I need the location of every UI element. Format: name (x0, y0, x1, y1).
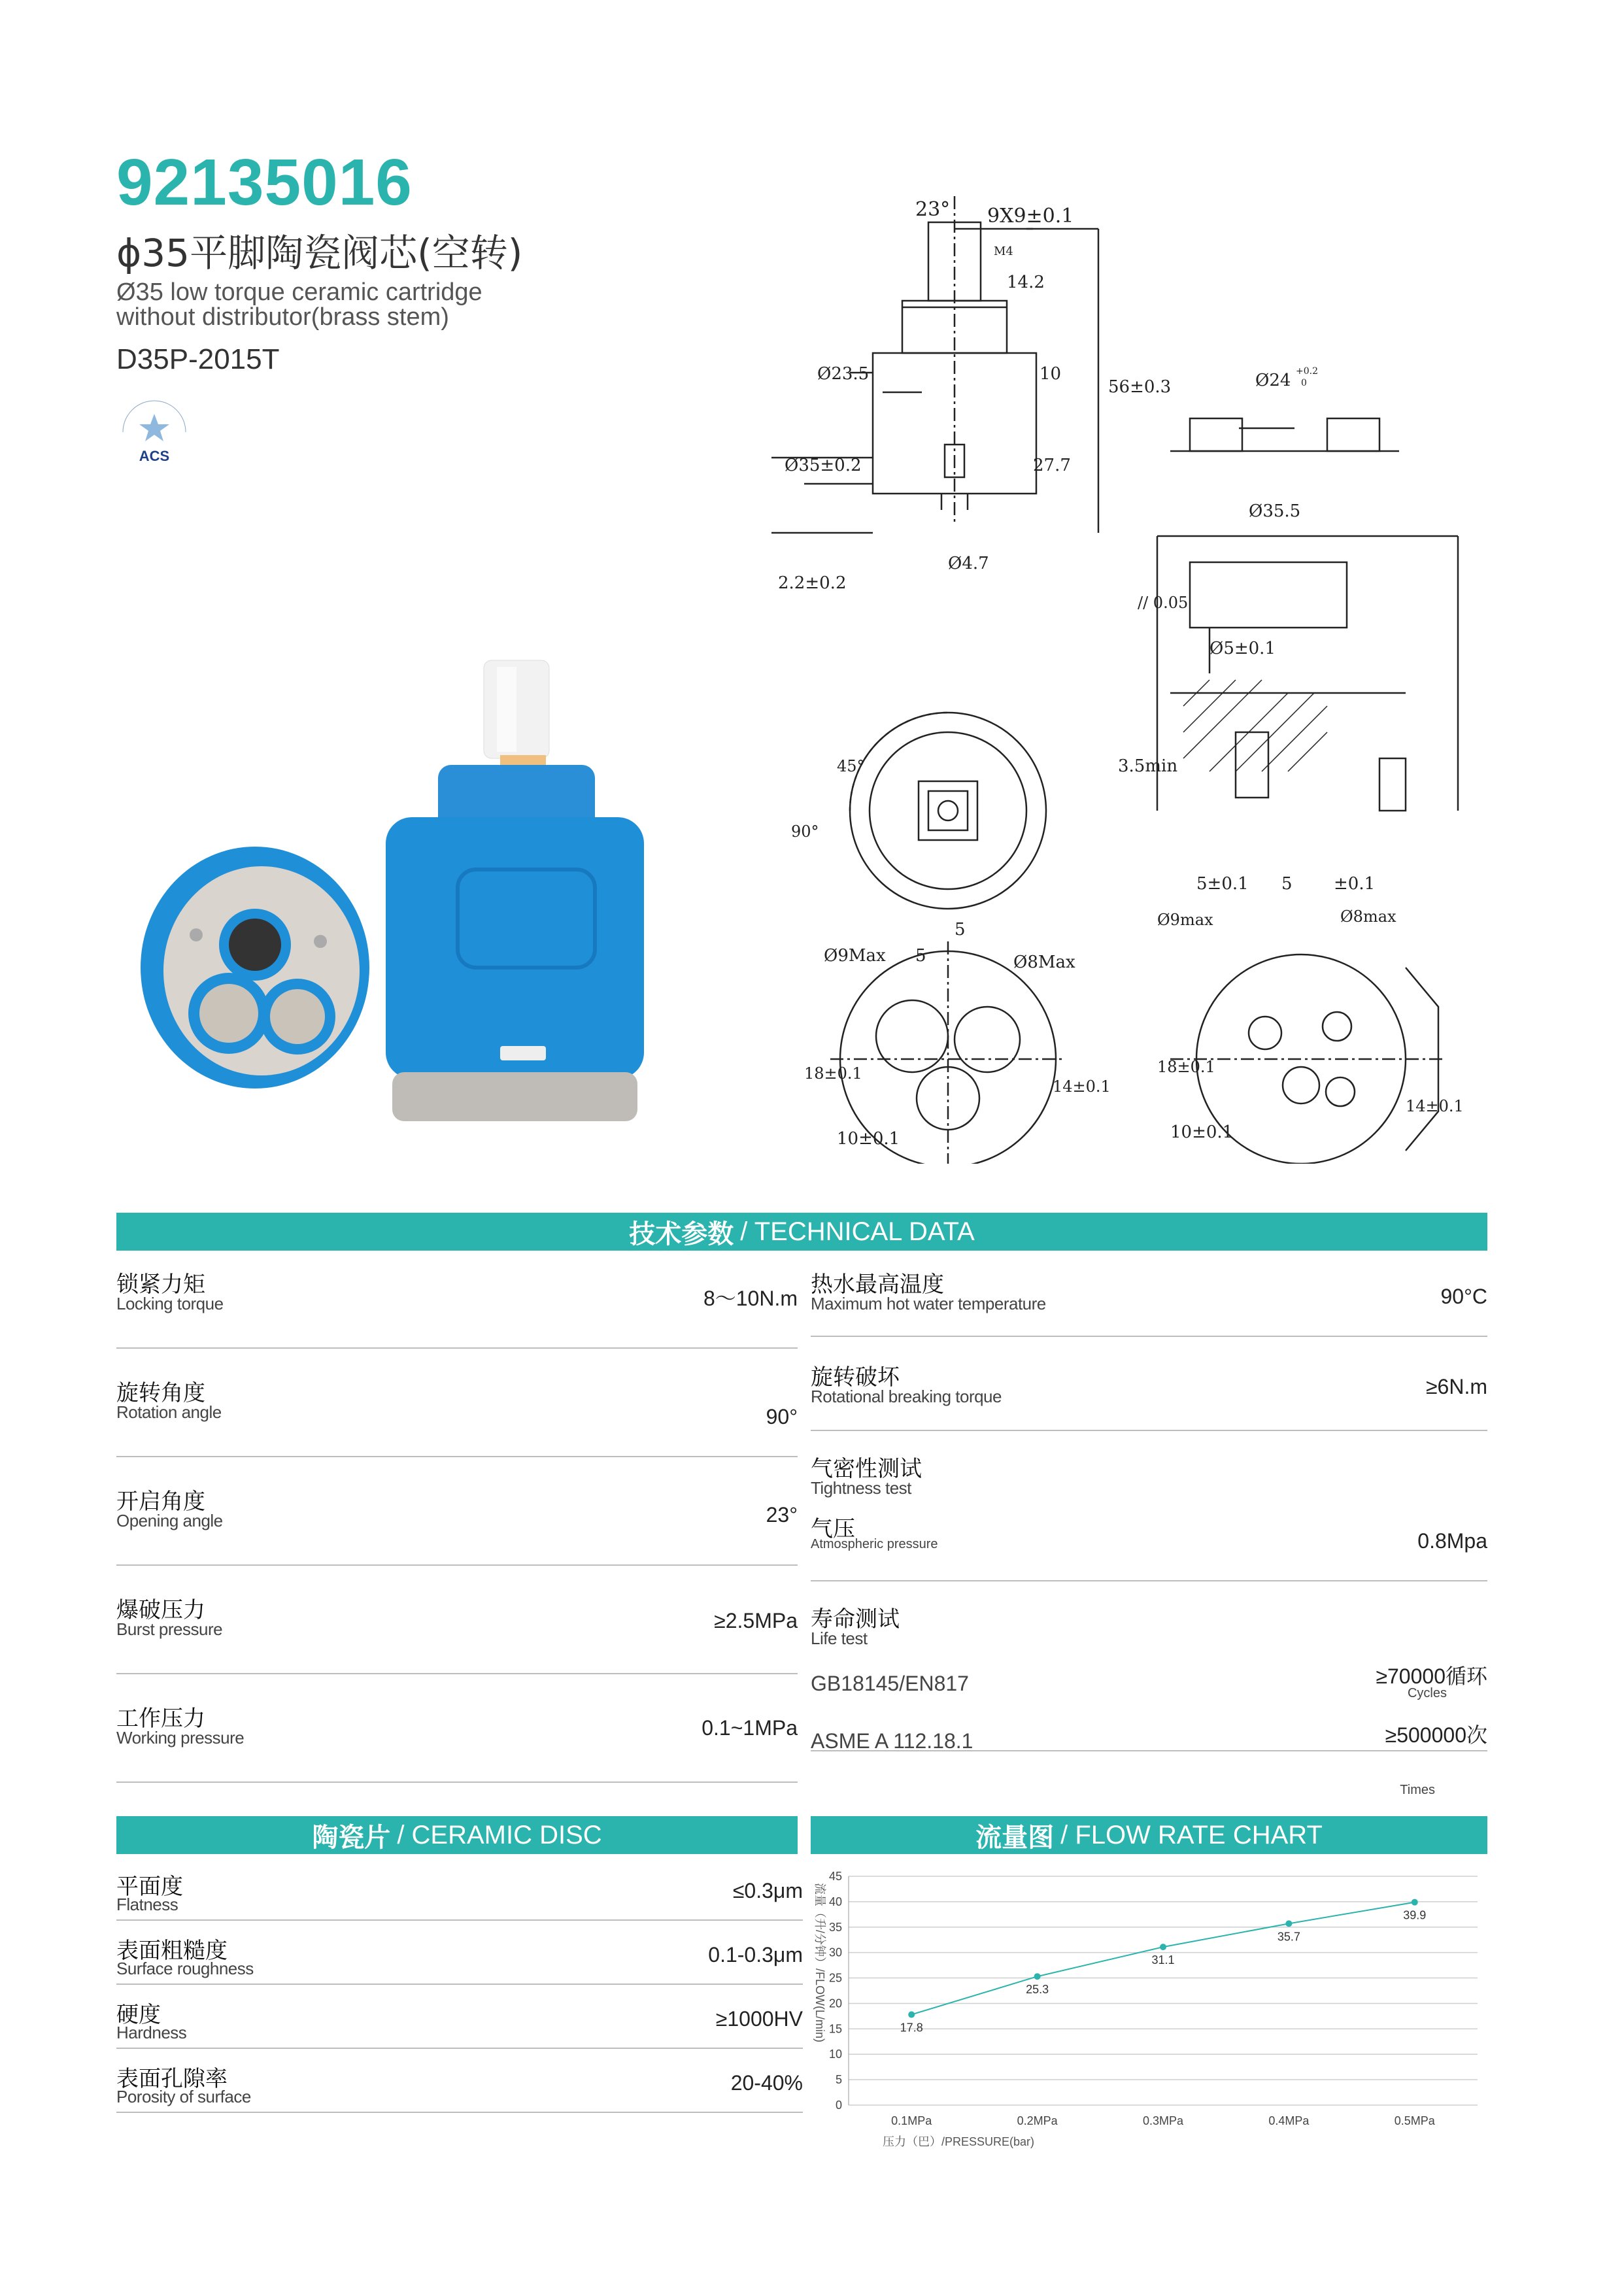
ceramic-label-en: Flatness (116, 1895, 178, 1914)
tech-label-en: Rotation angle (116, 1402, 222, 1422)
y-tick-label: 0 (835, 2099, 842, 2112)
tech-row-burst (116, 1566, 798, 1674)
svg-text:Ø5±0.1: Ø5±0.1 (1210, 639, 1276, 658)
tech-label-cn: 开启角度 (116, 1489, 205, 1515)
x-tick-label: 0.5MPa (1394, 2114, 1435, 2127)
data-point (1160, 1944, 1166, 1950)
cartridge-side-view (386, 660, 644, 1121)
svg-text:45°: 45° (837, 757, 865, 775)
tech-label-cn: 旋转角度 (116, 1380, 205, 1406)
chart-points (900, 1899, 1427, 2034)
ceramic-disc-title-cn: 陶瓷片 (312, 1823, 391, 1852)
tech-row-tightness (811, 1431, 1487, 1581)
tech-label-cn: 爆破压力 (116, 1597, 205, 1623)
tech-value: 90°C (1440, 1285, 1487, 1308)
product-title-cn: ϕ35平脚陶瓷阀芯(空转) (116, 231, 523, 275)
life-standard-1: GB18145/EN817 (811, 1672, 969, 1695)
svg-text:5: 5 (955, 920, 966, 939)
tech-row-breaking (811, 1337, 1487, 1431)
y-tick-label: 15 (828, 2022, 842, 2036)
svg-text:14±0.1: 14±0.1 (1053, 1077, 1111, 1096)
ceramic-label-cn: 平面度 (116, 1874, 183, 1900)
data-point (908, 2012, 915, 2018)
technical-data-title-cn: 技术参数 (629, 1219, 734, 1249)
svg-text:+0.2: +0.2 (1296, 366, 1318, 377)
title-en-line2: without distributor(brass stem) (116, 303, 449, 331)
data-point (1285, 1920, 1292, 1927)
svg-text:2.2±0.2: 2.2±0.2 (778, 573, 847, 593)
svg-text:Ø8max: Ø8max (1340, 907, 1396, 926)
tech-sublabel-cn: 气压 (811, 1516, 855, 1542)
svg-text:Ø24: Ø24 (1255, 371, 1291, 390)
tech-label-en: Working pressure (116, 1728, 245, 1747)
ceramic-label-cn: 硬度 (116, 2002, 161, 2028)
model-number: D35P-2015T (116, 343, 280, 375)
x-tick-label: 0.4MPa (1268, 2114, 1310, 2127)
life-standard-2-value: ≥500000次 (1385, 1723, 1487, 1747)
tech-label-cn: 气密性测试 (811, 1456, 922, 1482)
product-photo (124, 647, 700, 1157)
tech-row-locking (116, 1252, 798, 1349)
svg-text:5: 5 (915, 946, 926, 966)
tech-label-cn: 锁紧力矩 (116, 1272, 205, 1298)
x-tick-label: 0.3MPa (1142, 2114, 1184, 2127)
life-standard-1-unit: Cycles (1407, 1686, 1447, 1700)
data-point (1412, 1899, 1418, 1906)
acs-logo (115, 396, 194, 467)
svg-text:// 0.05: // 0.05 (1138, 594, 1189, 612)
data-label: 25.3 (1026, 1983, 1049, 1997)
tech-row-rotation (116, 1349, 798, 1457)
technical-data-bar (116, 1213, 1487, 1251)
svg-text:0: 0 (1301, 378, 1307, 388)
svg-text:5: 5 (1281, 874, 1293, 894)
product-title-en (116, 280, 574, 329)
svg-text:14.2: 14.2 (1007, 273, 1045, 292)
ceramic-disc-table (116, 1857, 803, 2113)
ceramic-row (116, 1857, 803, 1921)
svg-text:18±0.1: 18±0.1 (1157, 1058, 1215, 1076)
tech-sublabel-en: Atmospheric pressure (811, 1537, 938, 1551)
y-tick-label: 45 (828, 1870, 842, 1883)
flow-rate-chart (804, 1863, 1491, 2151)
y-tick-label: 20 (828, 1997, 842, 2010)
tech-label-en: Rotational breaking torque (811, 1387, 1002, 1406)
ceramic-label-cn: 表面粗糙度 (116, 1938, 228, 1964)
tech-value: 0.8Mpa (1417, 1529, 1487, 1553)
data-label: 35.7 (1277, 1930, 1300, 1944)
chart-x-ticks (891, 2114, 1436, 2127)
data-label: 39.9 (1403, 1908, 1427, 1922)
svg-text:3.5min: 3.5min (1118, 756, 1178, 776)
cartridge-bottom-view (141, 847, 369, 1089)
technical-left-column (116, 1252, 798, 1783)
ceramic-row (116, 2049, 803, 2113)
svg-text:56±0.3: 56±0.3 (1108, 377, 1172, 397)
ceramic-row (116, 1985, 803, 2049)
ceramic-value: ≤0.3μm (732, 1879, 803, 1902)
life-standard-2: ASME A 112.18.1 (811, 1729, 973, 1753)
tech-label-en: Opening angle (116, 1511, 223, 1530)
svg-text:18±0.1: 18±0.1 (804, 1064, 862, 1083)
tech-label-cn: 热水最高温度 (811, 1272, 944, 1298)
life-standard-1-value: ≥70000循环 (1376, 1664, 1487, 1688)
data-label: 17.8 (900, 2021, 923, 2034)
svg-text:Ø35±0.2: Ø35±0.2 (785, 456, 862, 475)
tech-value: 0.1~1MPa (702, 1716, 798, 1740)
svg-text:Ø4.7: Ø4.7 (948, 554, 989, 573)
y-tick-label: 10 (828, 2048, 842, 2061)
ceramic-value: ≥1000HV (715, 2007, 803, 2031)
tech-row-opening (116, 1457, 798, 1566)
ceramic-disc-bar (116, 1816, 798, 1854)
tech-label-en: Maximum hot water temperature (811, 1294, 1046, 1313)
y-tick-label: 40 (828, 1895, 842, 1908)
data-label: 31.1 (1151, 1953, 1175, 1967)
tech-label-en: Burst pressure (116, 1619, 223, 1639)
svg-text:Ø8Max: Ø8Max (1013, 953, 1075, 972)
chart-y-ticks (829, 1870, 842, 2112)
svg-text:9X9±0.1: 9X9±0.1 (987, 205, 1074, 228)
svg-text:M4: M4 (994, 245, 1013, 258)
tech-label-cn: 旋转破坏 (811, 1364, 900, 1391)
ceramic-label-en: Surface roughness (116, 1959, 254, 1978)
svg-text:27.7: 27.7 (1033, 456, 1071, 475)
svg-text:10±0.1: 10±0.1 (1170, 1123, 1234, 1142)
technical-drawing (752, 183, 1543, 1164)
chart-y-axis-label: 流量（升/分钟）/FLOW(L/min) (813, 1883, 826, 2043)
ceramic-row (116, 1921, 803, 1985)
y-tick-label: 5 (835, 2073, 842, 2087)
svg-text:Ø9max: Ø9max (1157, 911, 1213, 929)
y-tick-label: 25 (828, 1971, 842, 1985)
product-code: 92135016 (116, 146, 413, 219)
svg-text:90°: 90° (791, 822, 819, 841)
tech-label-cn: 寿命测试 (811, 1606, 900, 1632)
flow-chart-title-cn: 流量图 (975, 1823, 1055, 1852)
tech-label-en: Life test (811, 1629, 868, 1648)
svg-text:±0.1: ±0.1 (1334, 874, 1376, 894)
ceramic-disc-title-en: / CERAMIC DISC (397, 1820, 602, 1849)
ceramic-label-cn: 表面孔隙率 (116, 2066, 228, 2092)
ceramic-label-en: Porosity of surface (116, 2087, 251, 2106)
y-tick-label: 35 (828, 1920, 842, 1934)
tech-value: 90° (766, 1405, 798, 1428)
technical-right-column (811, 1252, 1487, 1797)
x-tick-label: 0.1MPa (891, 2114, 932, 2127)
ceramic-label-en: Hardness (116, 2023, 187, 2042)
chart-grid (849, 1876, 1478, 2105)
chart-x-axis-label: 压力（巴）/PRESSURE(bar) (883, 2135, 1035, 2148)
acs-logo-text: ACS (139, 448, 170, 464)
tech-label-cn: 工作压力 (116, 1706, 205, 1732)
svg-text:14±0.1: 14±0.1 (1406, 1097, 1464, 1115)
data-point (1034, 1973, 1041, 1980)
svg-text:Ø9Max: Ø9Max (824, 946, 886, 966)
tech-value: 8～10N.m (703, 1287, 798, 1310)
tech-label-en: Locking torque (116, 1294, 224, 1313)
flow-chart-title-en: / FLOW RATE CHART (1060, 1820, 1323, 1849)
svg-text:Ø23.5: Ø23.5 (817, 364, 870, 384)
svg-text:23°: 23° (915, 198, 951, 221)
svg-text:10±0.1: 10±0.1 (837, 1129, 900, 1149)
svg-text:10: 10 (1040, 364, 1062, 384)
tech-value: 23° (766, 1503, 798, 1527)
technical-data-title-en: / TECHNICAL DATA (740, 1217, 975, 1246)
x-tick-label: 0.2MPa (1017, 2114, 1058, 2127)
svg-text:5±0.1: 5±0.1 (1196, 874, 1249, 894)
tech-row-life (811, 1581, 1487, 1751)
ceramic-value: 20-40% (730, 2071, 803, 2095)
life-standard-2-unit: Times (1400, 1783, 1435, 1797)
tech-value: ≥6N.m (1425, 1375, 1487, 1398)
tech-value: ≥2.5MPa (714, 1609, 798, 1632)
svg-text:Ø35.5: Ø35.5 (1249, 501, 1301, 521)
flow-chart-bar (811, 1816, 1487, 1854)
tech-row-hot-water (811, 1252, 1487, 1337)
tech-row-working (116, 1674, 798, 1783)
title-en-line1: Ø35 low torque ceramic cartridge (116, 279, 482, 306)
y-tick-label: 30 (828, 1946, 842, 1959)
tech-label-en: Tightness test (811, 1478, 911, 1498)
ceramic-value: 0.1-0.3μm (708, 1943, 803, 1967)
